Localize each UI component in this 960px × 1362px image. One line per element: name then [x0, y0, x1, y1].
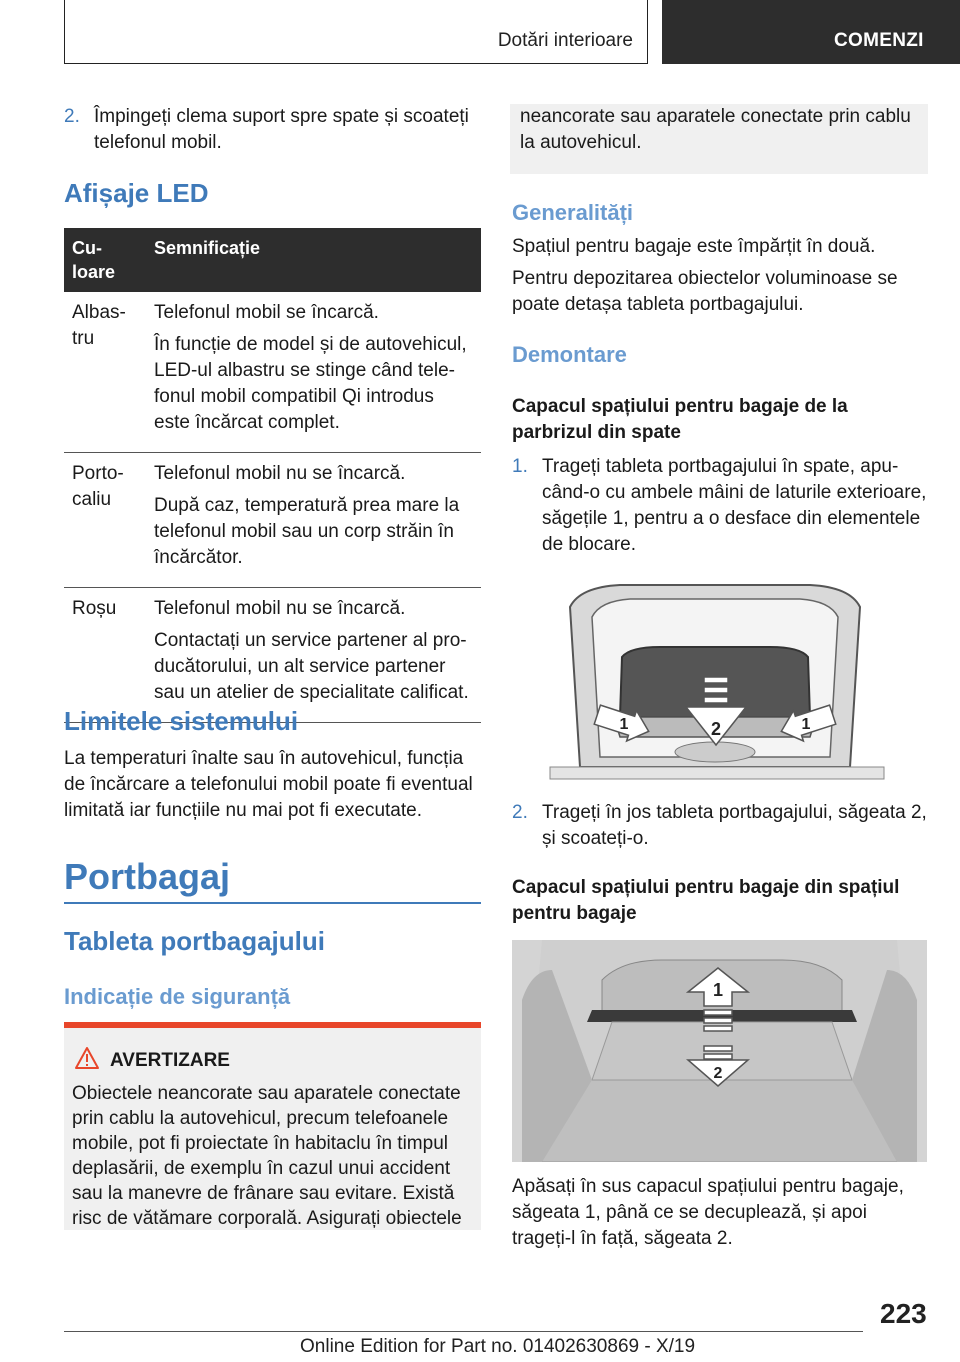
arrow-label: 1 [619, 716, 629, 733]
led-table-header-color: Cu- loare [64, 228, 146, 292]
led-meaning-line: În funcție de model și de autovehicul, LED-ul albastru se stinge când tele-fonul mobil compatibil Qi introdus este încărcat complet. [154, 334, 467, 433]
header-chapter-title: COMENZI [834, 30, 924, 51]
header-chapter-tab [662, 0, 960, 64]
step-2-left [64, 104, 484, 156]
table-row [64, 453, 481, 588]
led-meaning-line: După caz, temperatură prea mare la telefonul mobil sau un corp străin în încărcător. [154, 495, 460, 568]
arrow-label: 1 [712, 980, 724, 1000]
portbagaj-heading: Portbagaj [64, 856, 231, 897]
led-color-cell: Albas- tru [64, 292, 146, 453]
footer-rule [64, 1331, 863, 1332]
step-text: Trageți tableta portbagajului în spate, apu-când-o cu ambele mâini de laturile exterioare, săgețile 1, pentru a o desface din elementele de blocare. [542, 456, 927, 555]
led-meaning-cell [146, 588, 481, 723]
general-heading: Generalități [512, 200, 634, 225]
step-1-right [512, 454, 928, 558]
limits-heading: Limitele sistemului [64, 706, 299, 736]
led-meaning-line: Telefonul mobil nu se încarcă. [154, 598, 406, 619]
step-text: Trageți în jos tableta portbagajului, săgeata 2, și scoateți-o. [542, 802, 927, 849]
warning-continued-text: neancorate sau aparatele conectate prin cablu la autovehicul. [520, 106, 911, 153]
general-paragraph-2: Pentru depozitarea obiectelor voluminoase se poate detașa tableta portbagajului. [512, 268, 898, 315]
led-heading: Afișaje LED [64, 178, 209, 208]
header-section-title: Dotări interioare [497, 30, 633, 51]
warning-triangle-icon [74, 1046, 100, 1070]
led-meaning-cell [146, 292, 481, 453]
led-meaning-line: Telefonul mobil se încarcă. [154, 302, 379, 323]
step-number: 1. [512, 456, 528, 477]
illustration-tailgate-shelf [510, 567, 924, 786]
general-paragraph-1: Spațiul pentru bagaje este împărțit în două. [512, 236, 876, 257]
arrow-label: 1 [801, 716, 811, 733]
warning-text: Obiectele neancorate sau aparatele conectate prin cablu la autovehicul, precum telefoanele mobile, pot fi proiectate în habitaclu în timpul deplasării, de exemplu în cazul unui accident sau la manevre de frânare sau evitare. Există risc de vătămare corporală. Asigurați obiectele [72, 1083, 462, 1229]
led-color-cell: Porto- caliu [64, 453, 146, 588]
final-instruction: Apăsați în sus capacul spațiului pentru bagaje, săgeata 1, până ce se decuplează, și apoi trageți-l în față, săgeata 2. [512, 1176, 904, 1249]
led-color-cell: Roșu [64, 588, 146, 723]
step-number: 2. [512, 802, 528, 823]
header-section-tab [64, 0, 648, 64]
led-table [64, 228, 481, 723]
page-number: 223 [880, 1298, 927, 1329]
arrow-label: 2 [710, 719, 722, 739]
step-2-right [512, 800, 928, 852]
illustration-cargo-cover [512, 940, 927, 1162]
step-text: Împingeți clema suport spre spate și scoateți telefonul mobil. [94, 106, 469, 153]
step-number: 2. [64, 106, 80, 127]
subsection-heading-rear-window: Capacul spațiului pentru bagaje de la parbrizul din spate [512, 396, 848, 443]
led-meaning-line: Telefonul mobil nu se încarcă. [154, 463, 406, 484]
subsection-heading-cargo-space: Capacul spațiului pentru bagaje din spațiul pentru bagaje [512, 877, 900, 924]
demontare-heading: Demontare [512, 342, 627, 367]
tableta-heading: Tableta portbagajului [64, 926, 325, 956]
heading-rule [64, 902, 481, 904]
arrow-label: 2 [713, 1065, 723, 1082]
limits-text: La temperaturi înalte sau în autovehicul, funcția de încărcare a telefonului mobil poate fi eventual limitată iar funcțiile nu mai pot fi executate. [64, 748, 473, 821]
warning-title: AVERTIZARE [110, 1050, 230, 1071]
led-table-header-meaning: Semnificație [146, 228, 481, 292]
safety-heading: Indicație de siguranță [64, 984, 291, 1009]
led-meaning-cell [146, 453, 481, 588]
table-row [64, 292, 481, 453]
led-meaning-line: Contactați un service partener al pro-ducătorului, un alt service partener sau un atelier de specialitate calificat. [154, 630, 469, 703]
footer-edition: Online Edition for Part no. 01402630869 - X/19 [300, 1336, 696, 1357]
table-row [64, 588, 481, 723]
